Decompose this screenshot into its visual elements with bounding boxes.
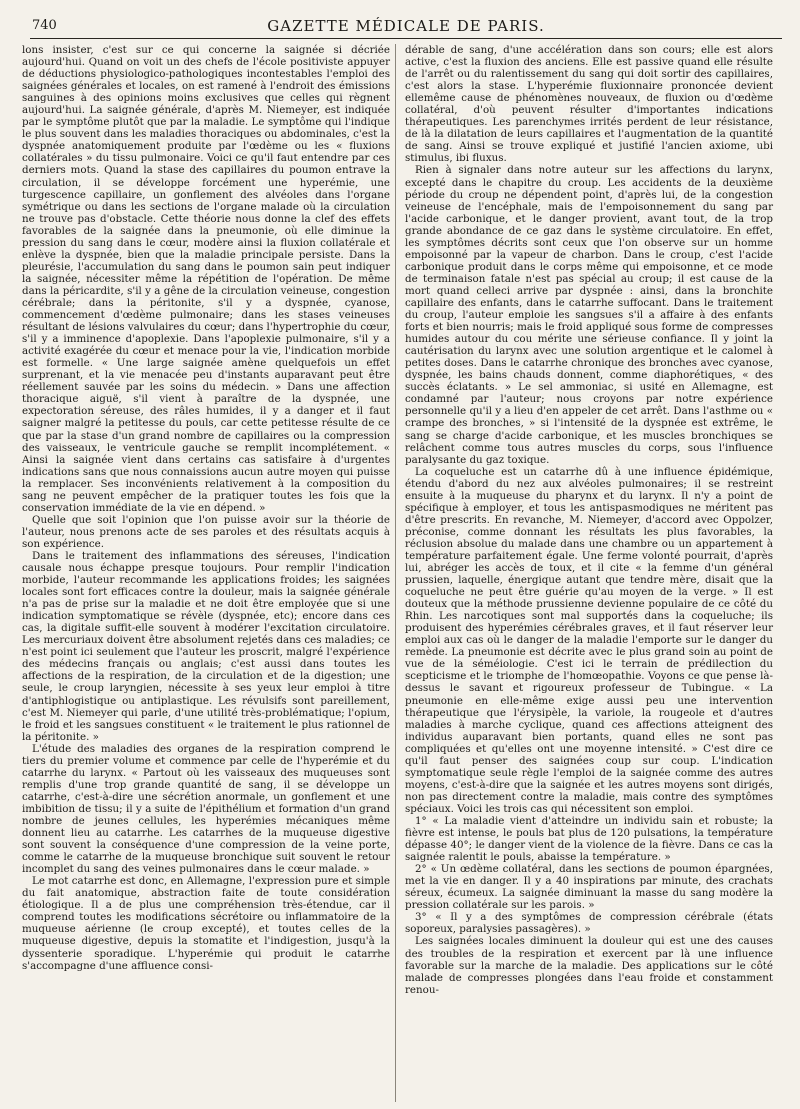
paragraph: dérable de sang, d'une accélération dans son cours; elle est alors active, c'est la fluxion des anciens. Elle est passive quand elle résulte de l'arrêt ou du ralentissement du sang qui doit sortir des capillaires, c'est alors la stase. L'hyperémie fluxionnaire prononcée devient ellemême cause de phénomènes nouveaux, de fluxion ou d'œdème collatéral, d'où peuvent résulter d'importantes indications thérapeutiques. Les parenchymes irrités perdent de leur résistance, de là la dilatation de leurs capillaires et l'augmentation de la quantité de sang. Ainsi se trouve expliqué et justifié l'ancien axiome, ubi stimulus, ibi fluxus. xyxy=(405,44,773,165)
paragraph: lons insister, c'est sur ce qui concerne la saignée si décriée aujourd'hui. Quand on voit un des chefs de l'école positiviste appuyer de déductions physiologico-pathologiques incontestables l'emploi des saignées générales et locales, on est ramené à l'endroit des émissions sanguines à des opinions moins exclusives que celles qui règnent aujourd'hui. La saignée générale, d'après M. Niemeyer, est indiquée par le symptôme plutôt que par la maladie. Le symptôme qui l'indique le plus souvent dans les maladies thoraciques ou abdominales, c'est la dyspnée anatomiquement produite par l'œdème ou les « fluxions collatérales » du tissu pulmonaire. Voici ce qu'il faut entendre par ces derniers mots. Quand la stase des capillaires du poumon entrave la circulation, il se développe forcément une hyperémie, une turgescence capillaire, un gonflement des alvéoles dans l'organe symétrique ou dans les sections de l'organe malade où la circulation ne trouve pas d'obstacle. Cette théorie nous donne la clef des effets favorables de la saignée dans la pneumonie, où elle diminue la pression du sang dans le cœur, modère ainsi la fluxion collatérale et enlève la dyspnée, bien que la maladie principale persiste. Dans la pleurésie, l'accumulation du sang dans le poumon sain peut indiquer la saignée, nécessiter même la répétition de l'opération. De même dans la péricardite, s'il y a gêne de la circulation veineuse, congestion cérébrale; dans la péritonite, s'il y a dyspnée, cyanose, commencement d'œdème pulmonaire; dans les stases veineuses résultant de lésions valvulaires du cœur; dans l'hypertrophie du cœur, s'il y a imminence d'apoplexie. Dans l'apoplexie pulmonaire, s'il y a activité exagérée du cœur et menace pour la vie, l'indication morbide est formelle. « Une large saignée amène quelquefois un effet surprenant, et la vie menacée peu d'instants auparavant peut être réellement sauvée par les soins du médecin. » Dans une affection thoracique aiguë, s'il vient à paraître de la dyspnée, une expectoration séreuse, des râles humides, il y a danger et il faut saigner malgré la petitesse du pouls, car cette petitesse résulte de ce que par la stase d'un grand nombre de capillaires ou la compression des vaisseaux, le ventricule gauche se remplit incomplétement. « Ainsi la saignée vient dans certains cas satisfaire à d'urgentes indications sans que nous connaissions aucun autre moyen qui puisse la remplacer. Ses inconvénients relativement à la composition du sang ne peuvent empêcher de la pratiquer toutes les fois que la conservation immédiate de la vie en dépend. » xyxy=(22,44,390,514)
paragraph: 3° « Il y a des symptômes de compression cérébrale (états soporeux, paralysies passagères). » xyxy=(405,911,773,936)
right-column xyxy=(405,44,773,996)
paragraph: Dans le traitement des inflammations des séreuses, l'indication causale nous échappe presque toujours. Pour remplir l'indication morbide, l'auteur recommande les applications froides; les saignées locales sont fort efficaces contre la douleur, mais la saignée générale n'a pas de prise sur la maladie et ne doit être employée que si une indication symptomatique se révèle (dyspnée, etc); encore dans ces cas, la digitale suffit-elle souvent à modérer l'excitation circulatoire. Les mercuriaux doivent être absolument rejetés dans ces maladies; ce n'est point ici seulement que l'auteur les proscrit, malgré l'expérience des médecins français ou anglais; c'est aussi dans toutes les affections de la respiration, de la circulation et de la digestion; une seule, le croup laryngien, nécessite à ses yeux leur emploi à titre d'antiphlogistique ou antiplastique. Les révulsifs sont pareillement, c'est M. Niemeyer qui parle, d'une utilité très-problématique; l'opium, le froid et les sangsues constituent « le traitement le plus rationnel de la péritonite. » xyxy=(22,549,390,743)
paragraph: Rien à signaler dans notre auteur sur les affections du larynx, excepté dans le chapitre du croup. Les accidents de la deuxième période du croup ne dépendent point, d'après lui, de la congestion veineuse de l'encéphale, mais de l'empoisonnement du sang par l'acide carbonique, et le danger provient, avant tout, de la trop grande abondance de ce gaz dans le système circulatoire. En effet, les symptômes décrits sont ceux que l'on observe sur un homme empoisonné par la vapeur de charbon. Dans le croup, c'est l'acide carbonique produit dans le corps même qui empoisonne, et ce mode de terminaison fatale n'est pas spécial au croup; il est cause de la mort quand celleci arrive par dyspnée : ainsi, dans la bronchite capillaire des enfants, dans le catarrhe suffocant. Dans le traitement du croup, l'auteur emploie les sangsues s'il a affaire à des enfants forts et bien nourris; mais le froid appliqué sous forme de compresses humides autour du cou mérite une sérieuse confiance. Il y joint la cautérisation du larynx avec une solution argentique et le calomel à petites doses. Dans le catarrhe chronique des bronches avec cyanose, dyspnée, les bains chauds donnent, comme diaphorétiques, « des succès éclatants. » Le sel ammoniac, si usité en Allemagne, est condamné par l'auteur; nous croyons par notre expérience personnelle qu'il y a lieu d'en appeler de cet arrêt. Dans l'asthme ou « crampe des bronches, » si l'intensité de la dyspnée est extrême, le sang se charge d'acide carbonique, et les muscles bronchiques se relâchent comme tous autres muscles du corps, sous l'influence paralysante du gaz toxique. xyxy=(405,164,773,466)
page-number: 740 xyxy=(32,18,57,33)
journal-title: GAZETTE MÉDICALE DE PARIS. xyxy=(267,17,545,35)
paragraph: L'étude des maladies des organes de la respiration comprend le tiers du premier volume et commence par celle de l'hyperémie et du catarrhe du larynx. « Partout où les vaisseaux des muqueuses sont remplis d'une trop grande quantité de sang, il se développe un catarrhe, c'est-à-dire une sécrétion anormale, un gonflement et une imbibition de tissu; il y a suite de l'épithélium et formation d'un grand nombre de jeunes cellules, les hyperémies mécaniques même donnent lieu au catarrhe. Les catarrhes de la muqueuse digestive sont souvent la conséquence d'une compression de la veine porte, comme le catarrhe de la muqueuse bronchique suit souvent le retour incomplet du sang des veines pulmonaires dans le cœur malade. » xyxy=(22,742,390,876)
running-header xyxy=(30,12,782,39)
paragraph: 2° « Un œdème collatéral, dans les sections de poumon épargnées, met la vie en danger. Il y a 40 inspirations par minute, des crachats séreux, écumeux. La saignée diminuant la masse du sang modère la pression collatérale sur les parois. » xyxy=(405,863,773,912)
paragraph: Quelle que soit l'opinion que l'on puisse avoir sur la théorie de l'auteur, nous prenons acte de ses paroles et des résultats acquis à son expérience. xyxy=(22,513,390,550)
column-divider xyxy=(395,44,396,1102)
paragraph: La coqueluche est un catarrhe dû à une influence épidémique, étendu d'abord du nez aux alvéoles pulmonaires; il se restreint ensuite à la muqueuse du pharynx et du larynx. Il n'y a point de spécifique à employer, et tous les antispasmodiques ne méritent pas d'être prescrits. En revanche, M. Niemeyer, d'accord avec Oppolzer, préconise, comme donnant les résultats les plus favorables, la réclusion absolue du malade dans une chambre ou un appartement à température parfaitement égale. Une ferme volonté pourrait, d'après lui, abréger les accès de toux, et il cite « la femme d'un général prussien, laquelle, énergique autant que tendre mère, disait que la coqueluche ne peut être guérie qu'au moyen de la verge. » Il est douteux que la méthode prussienne devienne populaire de ce côté du Rhin. Les narcotiques sont mal supportés dans la coqueluche; ils produisent des hyperémies cérébrales graves, et il faut réserver leur emploi aux cas où le danger de la maladie l'emporte sur le danger du remède. La pneumonie est décrite avec le plus grand soin au point de vue de la séméiologie. C'est ici le terrain de prédilection du scepticisme et le triomphe de l'homœopathie. Voyons ce que pense là-dessus le savant et rigoureux professeur de Tubingue. « La pneumonie en elle-même exige aussi peu une intervention thérapeutique que l'érysipèle, la variole, la rougeole et d'autres maladies à marche cyclique, quand ces affections atteignent des individus auparavant bien portants, quand elles ne sont pas compliquées et qu'elles ont une moyenne intensité. » C'est dire ce qu'il faut penser des saignées coup sur coup. L'indication symptomatique seule règle l'emploi de la saignée comme des autres moyens, c'est-à-dire que la saignée et les autres moyens sont dirigés, non pas directement contre la maladie, mais contre des symptômes spéciaux. Voici les trois cas qui nécessitent son emploi. xyxy=(405,465,773,815)
left-column xyxy=(22,44,390,972)
paragraph: Les saignées locales diminuent la douleur qui est une des causes des troubles de la respiration et exercent par là une influence favorable sur la marche de la maladie. Des applications sur le côté malade de compresses plongées dans l'eau froide et constamment renou- xyxy=(405,935,773,996)
paragraph: 1° « La maladie vient d'atteindre un individu sain et robuste; la fièvre est intense, le pouls bat plus de 120 pulsations, la température dépasse 40°; le danger vient de la violence de la fièvre. Dans ce cas la saignée ralentit le pouls, abaisse la température. » xyxy=(405,815,773,864)
paragraph: Le mot catarrhe est donc, en Allemagne, l'expression pure et simple du fait anatomique, abstraction faite de toute considération étiologique. Il a de plus une compréhension très-étendue, car il comprend toutes les modifications sécrétoire ou inflammatoire de la muqueuse aérienne (le croup excepté), et toutes celles de la muqueuse digestive, depuis la stomatite et l'indigestion, jusqu'à la dyssenterie sporadique. L'hyperémie qui produit le catarrhe s'accompagne d'une affluence consi- xyxy=(22,875,390,972)
